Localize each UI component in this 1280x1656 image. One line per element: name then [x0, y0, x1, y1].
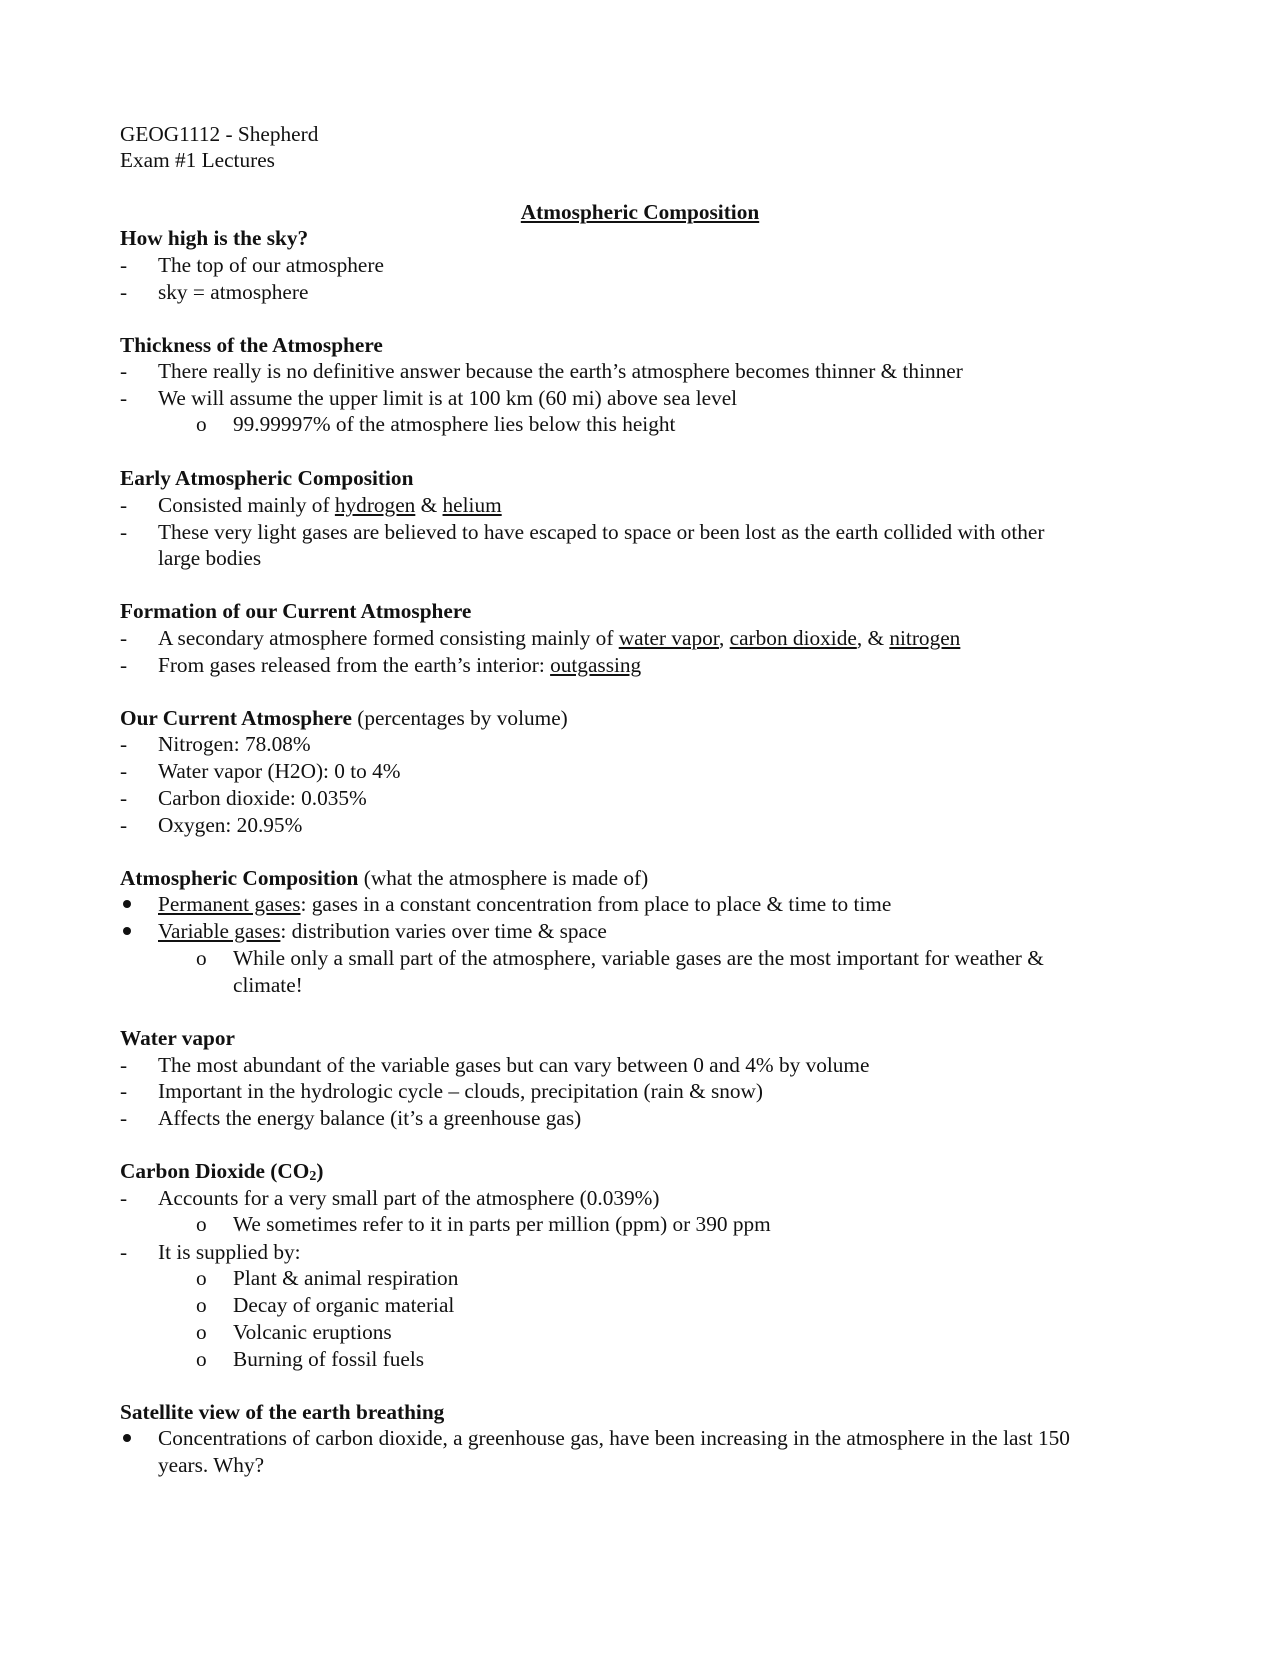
dash-bullet: -	[120, 626, 128, 650]
dash-bullet: -	[120, 1106, 128, 1130]
sub-list-item: We sometimes refer to it in parts per million (ppm) or 390 ppm	[233, 1212, 771, 1236]
list-item: We will assume the upper limit is at 100 km (60 mi) above sea level	[158, 386, 738, 410]
circle-bullet: o	[196, 1347, 207, 1371]
term-hydrogen: hydrogen	[334, 493, 416, 517]
list-item: Concentrations of carbon dioxide, a greenhouse gas, have been increasing in the atmosphere in the last 150	[158, 1426, 1070, 1450]
list-item	[158, 891, 891, 917]
heading-text: Carbon Dioxide (CO	[120, 1159, 310, 1183]
list-item: Accounts for a very small part of the atmosphere (0.039%)	[158, 1186, 660, 1210]
circle-bullet: o	[196, 1293, 207, 1317]
dash-bullet: -	[120, 813, 128, 837]
exam-subtitle: Exam #1 Lectures	[120, 148, 275, 172]
section-heading-water: Water vapor	[120, 1026, 235, 1050]
term-helium: helium	[442, 493, 502, 517]
circle-bullet: o	[196, 412, 207, 436]
heading-text: )	[316, 1159, 324, 1183]
circle-bullet: o	[196, 1320, 207, 1344]
dash-bullet: -	[120, 786, 128, 810]
dash-bullet: -	[120, 280, 128, 304]
list-item: Oxygen: 20.95%	[158, 813, 303, 837]
section-heading-satellite: Satellite view of the earth breathing	[120, 1400, 445, 1424]
list-item	[158, 625, 960, 651]
section-heading-early: Early Atmospheric Composition	[120, 466, 414, 490]
dash-bullet: -	[120, 653, 128, 677]
section-heading-sky: How high is the sky?	[120, 226, 309, 250]
list-item	[158, 918, 607, 944]
heading-text: Our Current Atmosphere	[120, 706, 352, 730]
list-item: Important in the hydrologic cycle – clouds, precipitation (rain & snow)	[158, 1079, 764, 1103]
list-item	[158, 652, 641, 678]
text-span: Consisted mainly of	[158, 493, 335, 517]
list-item-continuation: large bodies	[158, 546, 262, 570]
text-span: &	[415, 493, 443, 517]
section-heading-thickness: Thickness of the Atmosphere	[120, 333, 383, 357]
term-nitrogen: nitrogen	[889, 626, 961, 650]
document-title-text: Atmospheric Composition	[520, 200, 760, 224]
term-water-vapor: water vapor	[618, 626, 719, 650]
sub-list-item: Volcanic eruptions	[233, 1320, 392, 1344]
document-title	[0, 199, 1280, 225]
list-item: The top of our atmosphere	[158, 253, 384, 277]
circle-bullet: o	[196, 1212, 207, 1236]
circle-bullet: o	[196, 1266, 207, 1290]
sub-list-item-continuation: climate!	[233, 973, 303, 997]
heading-note: (percentages by volume)	[351, 706, 568, 730]
section-heading-current	[120, 705, 568, 731]
bullet-dot-icon	[123, 1434, 131, 1442]
sub-list-item: While only a small part of the atmosphere, variable gases are the most important for weather &	[233, 946, 1044, 970]
dash-bullet: -	[120, 1053, 128, 1077]
list-item: Carbon dioxide: 0.035%	[158, 786, 367, 810]
course-header: GEOG1112 - Shepherd	[120, 122, 319, 146]
list-item	[158, 492, 502, 518]
text-span: , &	[856, 626, 890, 650]
heading-note: (what the atmosphere is made of)	[358, 866, 649, 890]
term-outgassing: outgassing	[550, 653, 642, 677]
sub-list-item: Decay of organic material	[233, 1293, 455, 1317]
heading-text: Atmospheric Composition	[120, 866, 359, 890]
dash-bullet: -	[120, 386, 128, 410]
list-item: Water vapor (H2O): 0 to 4%	[158, 759, 401, 783]
list-item: The most abundant of the variable gases but can vary between 0 and 4% by volume	[158, 1053, 870, 1077]
circle-bullet: o	[196, 946, 207, 970]
list-item: These very light gases are believed to have escaped to space or been lost as the earth collided with other	[158, 520, 1045, 544]
term-permanent-gases: Permanent gases	[158, 892, 301, 916]
list-item-continuation: years. Why?	[158, 1453, 265, 1477]
dash-bullet: -	[120, 759, 128, 783]
list-item: sky = atmosphere	[158, 280, 309, 304]
sub-list-item: 99.99997% of the atmosphere lies below this height	[233, 412, 676, 436]
term-carbon-dioxide: carbon dioxide	[729, 626, 857, 650]
list-item: It is supplied by:	[158, 1240, 301, 1264]
dash-bullet: -	[120, 520, 128, 544]
section-heading-formation: Formation of our Current Atmosphere	[120, 599, 472, 623]
dash-bullet: -	[120, 1240, 128, 1264]
dash-bullet: -	[120, 359, 128, 383]
text-span: From gases released from the earth’s interior:	[158, 653, 551, 677]
sub-list-item: Plant & animal respiration	[233, 1266, 459, 1290]
text-span: A secondary atmosphere formed consisting mainly of	[158, 626, 619, 650]
text-span: ,	[719, 626, 730, 650]
term-variable-gases: Variable gases	[158, 919, 281, 943]
subscript: 2	[309, 1169, 317, 1184]
list-item: Affects the energy balance (it’s a greenhouse gas)	[158, 1106, 582, 1130]
section-heading-composition	[120, 865, 648, 891]
dash-bullet: -	[120, 1186, 128, 1210]
list-item: There really is no definitive answer because the earth’s atmosphere becomes thinner & thinner	[158, 359, 963, 383]
dash-bullet: -	[120, 493, 128, 517]
dash-bullet: -	[120, 1079, 128, 1103]
sub-list-item: Burning of fossil fuels	[233, 1347, 425, 1371]
bullet-dot-icon	[123, 927, 131, 935]
text-span: : distribution varies over time & space	[280, 919, 607, 943]
list-item: Nitrogen: 78.08%	[158, 732, 311, 756]
text-span: : gases in a constant concentration from place to place & time to time	[300, 892, 892, 916]
dash-bullet: -	[120, 732, 128, 756]
bullet-dot-icon	[123, 900, 131, 908]
dash-bullet: -	[120, 253, 128, 277]
